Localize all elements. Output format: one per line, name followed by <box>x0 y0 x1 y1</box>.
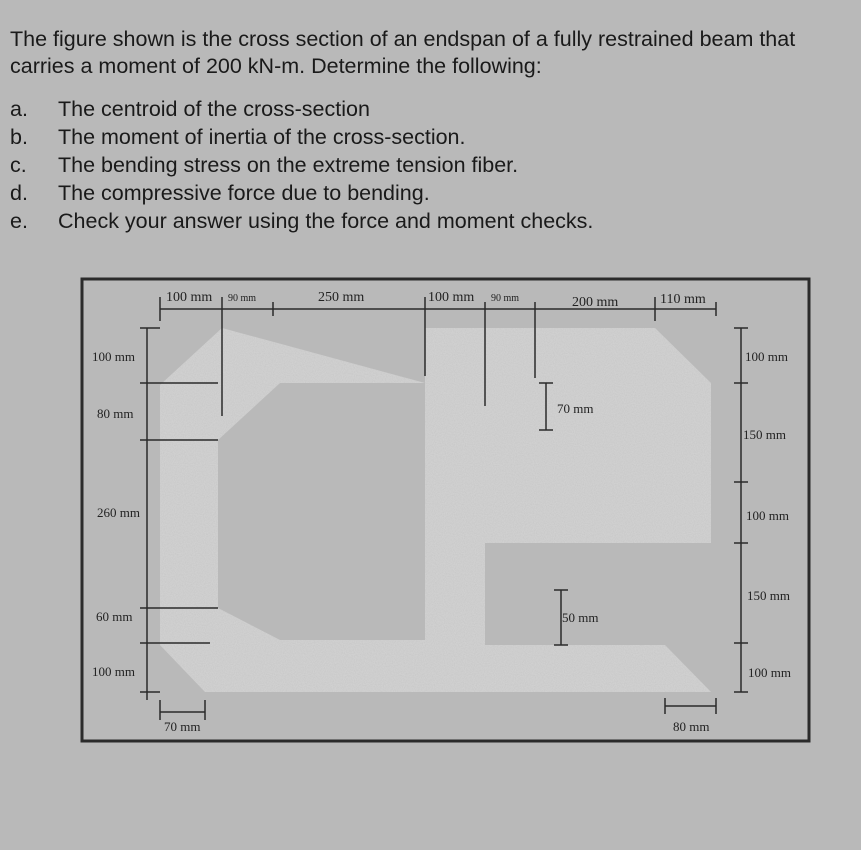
task-text: The moment of inertia of the cross-section. <box>58 125 466 149</box>
dim-label-right: 100 mm <box>748 665 791 680</box>
dim-label-right: 150 mm <box>743 427 786 442</box>
task-text: The centroid of the cross-section <box>58 97 370 121</box>
dim-label-top: 110 mm <box>660 292 706 307</box>
task-marker: a. <box>10 97 28 121</box>
dim-label-top: 100 mm <box>166 290 213 305</box>
dim-label-right: 100 mm <box>745 349 788 364</box>
task-marker: e. <box>10 209 28 233</box>
task-marker: c. <box>10 153 27 177</box>
task-text: Check your answer using the force and moment checks. <box>58 209 594 233</box>
dim-label-left: 260 mm <box>97 505 140 520</box>
dim-label-left: 100 mm <box>92 664 135 679</box>
dim-label-left: 60 mm <box>96 609 133 624</box>
dim-label-top: 250 mm <box>318 290 365 305</box>
task-text: The bending stress on the extreme tension fiber. <box>58 153 519 177</box>
task-marker: d. <box>10 181 28 205</box>
dim-label-right: 150 mm <box>747 588 790 603</box>
dim-label-top: 90 mm <box>491 293 520 304</box>
dim-label-top: 90 mm <box>228 293 257 304</box>
dim-label-inner: 50 mm <box>562 610 599 625</box>
problem-intro: The figure shown is the cross section of an endspan of a fully restrained beam that carries a moment of 200 kN-m. Determine the following: <box>10 27 796 78</box>
beam-section <box>160 328 711 692</box>
dim-label-bottom: 80 mm <box>673 719 710 734</box>
dim-label-left: 100 mm <box>92 349 135 364</box>
dim-label-top: 100 mm <box>428 290 475 305</box>
dim-label-right: 100 mm <box>746 508 789 523</box>
task-marker: b. <box>10 125 28 149</box>
dim-label-left: 80 mm <box>97 406 134 421</box>
dim-label-inner: 70 mm <box>557 401 594 416</box>
task-text: The compressive force due to bending. <box>58 181 430 205</box>
dim-label-top: 200 mm <box>572 295 619 310</box>
dim-label-bottom: 70 mm <box>164 719 201 734</box>
